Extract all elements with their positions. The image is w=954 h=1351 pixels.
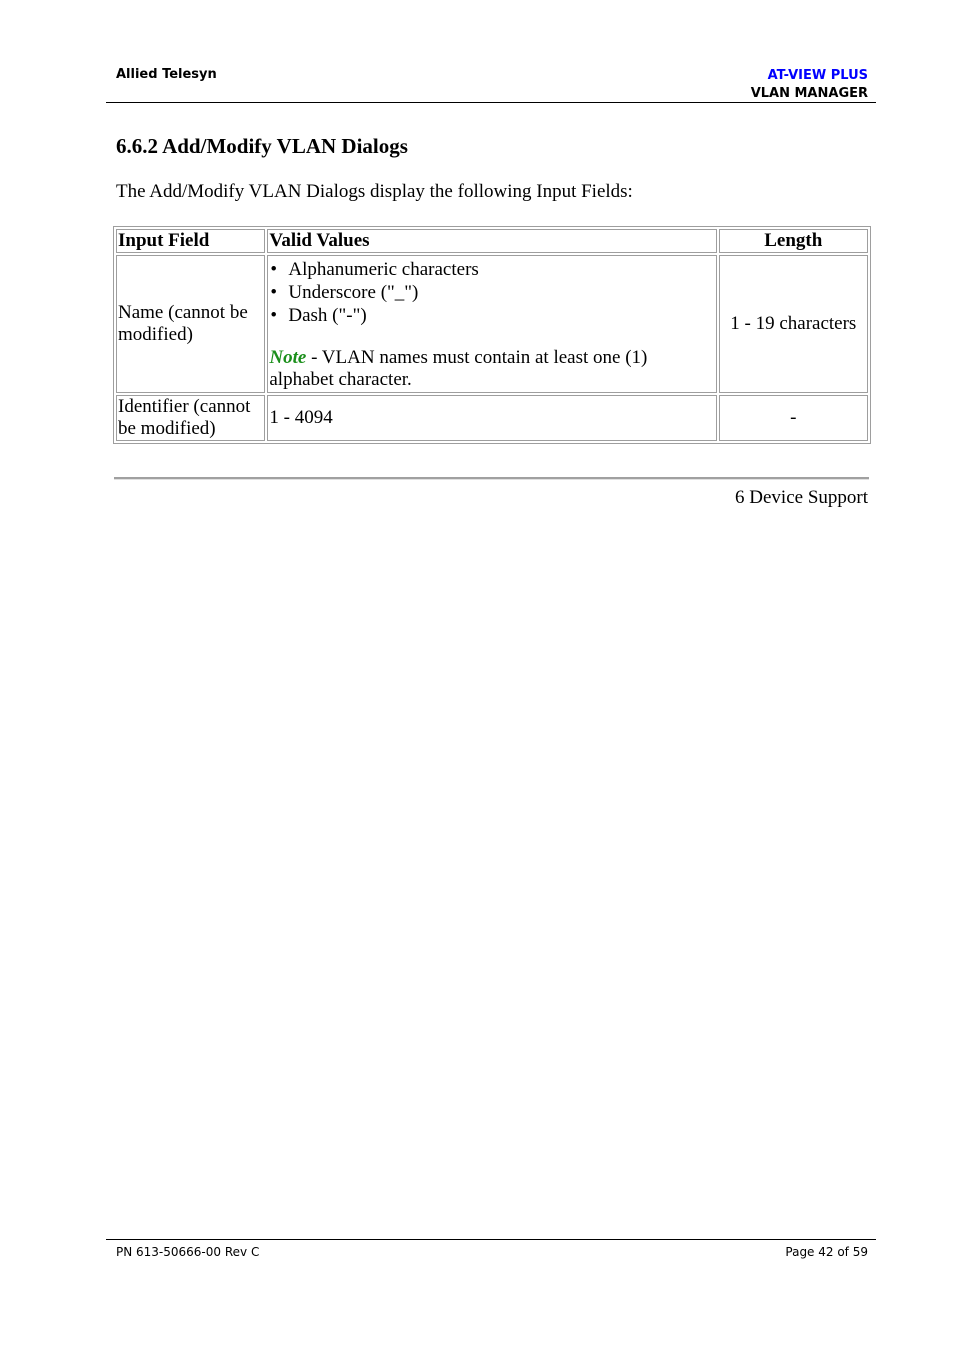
cell-input-field: Name (cannot be modified)	[116, 255, 265, 393]
note-text	[269, 347, 714, 391]
header-product: AT-VIEW PLUS	[767, 68, 868, 83]
table-header-row	[116, 229, 868, 253]
footer-part-number: PN 613-50666-00 Rev C	[116, 1245, 260, 1259]
cell-length: 1 - 19 characters	[719, 255, 868, 393]
header-cell-length: Length	[719, 229, 868, 253]
footer-page-number: Page 42 of 59	[785, 1245, 868, 1259]
header-module: VLAN MANAGER	[750, 86, 868, 101]
header-product-block	[751, 67, 868, 103]
header-cell-valid-values: Valid Values	[267, 229, 716, 253]
table-row	[116, 395, 868, 441]
list-item: • Alphanumeric characters	[269, 258, 714, 281]
valid-values-list	[269, 258, 714, 327]
section-intro: The Add/Modify VLAN Dialogs display the following Input Fields:	[116, 181, 633, 202]
header-company: Allied Telesyn	[116, 67, 217, 82]
cell-valid-values	[267, 255, 716, 393]
section-title: 6.6.2 Add/Modify VLAN Dialogs	[116, 134, 408, 158]
footer-divider	[106, 1239, 876, 1240]
section-divider	[114, 477, 869, 480]
chapter-label: 6 Device Support	[735, 487, 868, 508]
list-item: • Underscore ("_")	[269, 281, 714, 304]
note-body: - VLAN names must contain at least one (1) alphabet character.	[269, 346, 648, 390]
cell-input-field: Identifier (cannot be modified)	[116, 395, 265, 441]
note-label: Note	[269, 346, 307, 368]
input-fields-table	[113, 226, 871, 444]
table-row	[116, 255, 868, 393]
header-divider	[106, 102, 876, 103]
list-item: • Dash ("-")	[269, 304, 714, 327]
cell-valid-values: 1 - 4094	[267, 395, 716, 441]
header-cell-input-field: Input Field	[116, 229, 265, 253]
cell-length: -	[719, 395, 868, 441]
